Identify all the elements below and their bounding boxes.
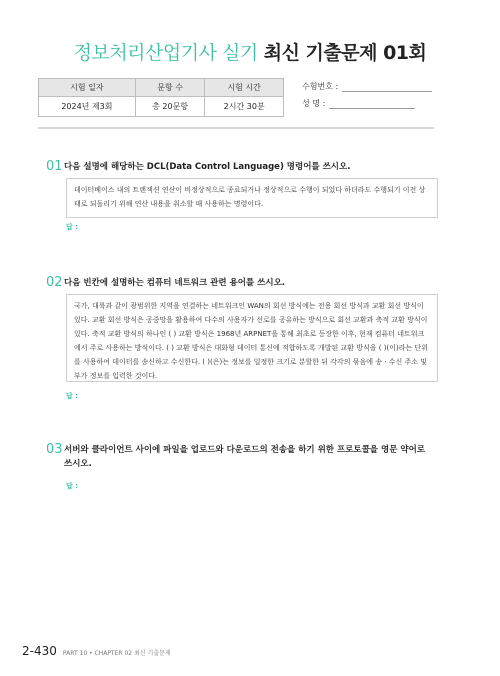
answer-label-01: 답 : bbox=[66, 223, 78, 231]
header-question-count: 문항 수 bbox=[135, 79, 205, 97]
value-exam-time: 2시간 30분 bbox=[205, 97, 284, 117]
value-exam-date: 2024년 제3회 bbox=[39, 97, 136, 117]
header-divider bbox=[38, 127, 434, 129]
table-header-row bbox=[39, 79, 284, 97]
header-exam-time: 시험 시간 bbox=[205, 79, 284, 97]
candidate-name-label: 성 명 : bbox=[302, 99, 326, 108]
question-number-01: 01 bbox=[46, 159, 63, 174]
candidate-number-field[interactable] bbox=[302, 81, 432, 92]
title-sub: 최신 기출문제 01회 bbox=[263, 42, 427, 64]
answer-label-02: 답 : bbox=[66, 392, 78, 400]
page-title bbox=[0, 38, 500, 65]
candidate-name-field[interactable] bbox=[302, 98, 415, 109]
footer-text: PART 10 • CHAPTER 02 최신 기출문제 bbox=[62, 650, 171, 657]
candidate-number-label: 수험번호 : bbox=[302, 82, 339, 91]
question-box-01: 데이터베이스 내의 트랜잭션 연산이 비정상적으로 종료되거나 정상적으로 수행이 되었다 하더라도 수행되기 이전 상태로 되돌리기 위해 연산 내용을 취소할 때 사용하는 명령이다. bbox=[66, 178, 438, 218]
question-box-02: 국가, 대륙과 같이 광범위한 지역을 연결하는 네트워크인 WAN의 회선 방식에는 전용 회선 방식과 교환 회선 방식이 있다. 교환 회선 방식은 공중망을 활용하여 다수의 사용자가 선로를 공유하는 방식으로 회선 교환과 축적 교환 방식이 있다. 축적 교환 방식의 하나인 ( ) 교환 방식은 1968년 ARPNET을 통해 최초로 등장한 이후, 현재 컴퓨터 네트워크에서 주로 사용하는 방식이다. ( ) 교환 방식은 대화형 데이터 통신에 적합하도록 개발된 교환 방식을 ( )(이)라는 단위를 사용하여 데이터를 송신하고 수신한다. ( )(은)는 정보를 일정한 크기로 분할한 뒤 각각의 묶음에 송 · 수신 주소 및 부가 정보를 입력한 것이다. bbox=[66, 294, 438, 382]
candidate-number-line bbox=[342, 82, 432, 92]
question-text-02: 다음 빈칸에 설명하는 컴퓨터 네트워크 관련 용어를 쓰시오. bbox=[64, 278, 286, 288]
question-number-03: 03 bbox=[46, 442, 63, 457]
page-footer bbox=[22, 640, 171, 659]
table-row bbox=[39, 97, 284, 117]
page-number: 2-430 bbox=[22, 644, 57, 658]
title-main: 정보처리산업기사 실기 bbox=[73, 42, 258, 64]
answer-label-03: 답 : bbox=[66, 482, 78, 490]
exam-info-table bbox=[38, 78, 284, 117]
question-text-03: 서버와 클라이언트 사이에 파일을 업로드와 다운로드의 전송을 하기 위한 프로토콜을 영문 약어로 쓰시오. bbox=[64, 445, 425, 469]
question-number-02: 02 bbox=[46, 275, 63, 290]
question-text-01: 다음 설명에 해당하는 DCL(Data Control Language) 명령어를 쓰시오. bbox=[64, 162, 351, 172]
value-question-count: 총 20문항 bbox=[135, 97, 205, 117]
candidate-name-line bbox=[329, 99, 415, 109]
header-exam-date: 시험 일자 bbox=[39, 79, 136, 97]
